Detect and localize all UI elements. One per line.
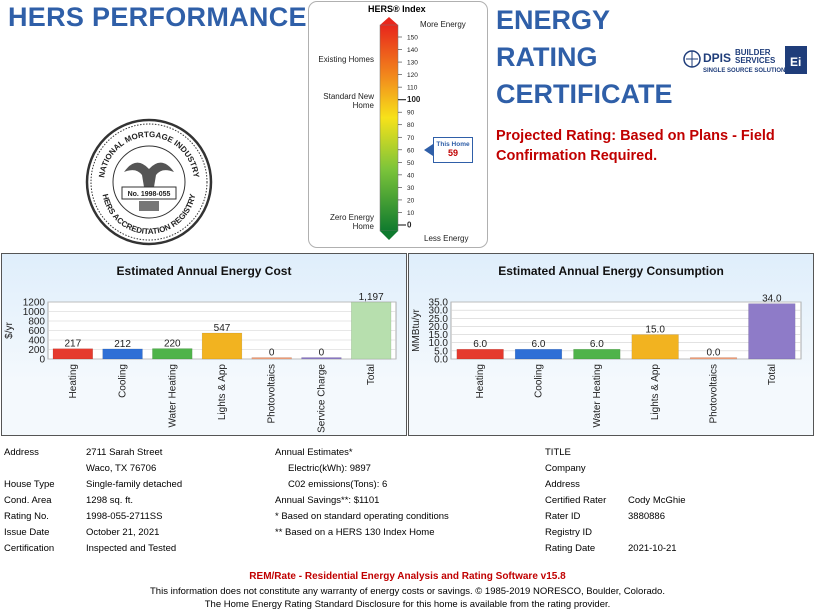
- hers-tick-label: 10: [407, 209, 415, 217]
- dpis-logo: [683, 45, 809, 77]
- energy-cost-chart: [2, 254, 408, 437]
- certificate-title-line-2: RATING: [496, 42, 598, 72]
- less-energy-label: Less Energy: [424, 234, 469, 243]
- this-home-label: This Home: [436, 141, 470, 148]
- bar: [103, 349, 143, 359]
- y-tick-label: 0.0: [434, 354, 448, 366]
- rater-id-label: Rater ID: [545, 511, 581, 522]
- category-label: Total: [766, 364, 778, 386]
- info-label: Cond. Area: [4, 495, 52, 506]
- category-label: Cooling: [117, 364, 129, 398]
- hers-index-title: HERS® Index: [368, 4, 426, 14]
- certificate-title-line-3: CERTIFICATE: [496, 79, 673, 109]
- seal-house-icon: [139, 201, 159, 211]
- hers-tick-label: 140: [407, 47, 418, 55]
- info-right-values: [628, 445, 748, 557]
- category-label: Lights & App: [650, 364, 662, 421]
- y-tick-label: 600: [28, 326, 45, 337]
- bar: [351, 302, 391, 359]
- annual-savings: Annual Savings**: $1101: [275, 495, 380, 506]
- bar-value-label: 34.0: [762, 293, 782, 305]
- bar: [457, 349, 504, 359]
- bar-value-label: 0.0: [706, 347, 721, 359]
- category-label: Heating: [67, 364, 79, 399]
- rating-date-label: Rating Date: [545, 543, 596, 554]
- hers-tick-label: 30: [407, 184, 415, 192]
- category-label: Photovoltaics: [708, 364, 720, 424]
- projected-rating-notice: Projected Rating: Based on Plans - Field Confirmation Required.: [496, 128, 775, 164]
- cond-area-value: 1298 sq. ft.: [86, 495, 134, 506]
- accreditation-seal: [84, 117, 214, 247]
- bar-value-label: 0: [268, 347, 275, 359]
- y-tick-label: 10.0: [428, 338, 448, 350]
- bar-value-label: 6.0: [531, 339, 546, 351]
- issue-date-value: October 21, 2021: [86, 527, 160, 538]
- this-home-pointer-icon: [424, 144, 433, 156]
- this-home-value: 59: [447, 148, 458, 158]
- hers-tick-label: 130: [407, 59, 418, 67]
- y-tick-label: 800: [28, 316, 45, 328]
- hers-gradient-bar: [380, 25, 398, 231]
- rater-address-label: Address: [545, 479, 580, 490]
- hers-tick-label: 120: [407, 72, 418, 80]
- company-value: [628, 461, 748, 477]
- y-tick-label: 20.0: [428, 321, 448, 333]
- energy-cost-panel: [1, 253, 407, 436]
- y-tick-label: 400: [28, 335, 45, 347]
- info-label: Issue Date: [4, 527, 50, 538]
- hers-tick-label: 60: [407, 147, 415, 155]
- registry-id-label: Registry ID: [545, 527, 592, 538]
- bar: [515, 349, 562, 359]
- hers-tick-label: 0: [407, 220, 412, 230]
- logo-line1: BUILDER: [735, 48, 771, 57]
- hers-tick-label: 70: [407, 134, 415, 142]
- bar: [202, 333, 242, 359]
- rater-id-value: 3880886: [628, 511, 665, 522]
- annual-estimates-heading: Annual Estimates*: [275, 447, 353, 458]
- logo-line2: SERVICES: [735, 56, 776, 65]
- certified-rater-label: Certified Rater: [545, 495, 607, 506]
- info-label: Address: [4, 447, 39, 458]
- certificate-title-line-1: ENERGY: [496, 5, 611, 35]
- category-label: Cooling: [533, 364, 545, 398]
- hers-top-arrow-icon: [380, 17, 398, 25]
- estimate-note-2: ** Based on a HERS 130 Index Home: [275, 527, 435, 538]
- certified-rater-value: Cody McGhie: [628, 495, 686, 506]
- disclosure-note: The Home Energy Rating Standard Disclosure for this home is available from the rating provider.: [204, 599, 611, 610]
- info-label: Rating No.: [4, 511, 49, 522]
- y-tick-label: 5.0: [434, 346, 448, 358]
- y-tick-label: 1200: [22, 297, 45, 309]
- category-label: Lights & App: [217, 364, 228, 421]
- hers-scale-ticks: [398, 35, 421, 230]
- y-tick-label: 30.0: [428, 305, 448, 317]
- hers-tick-label: 20: [407, 197, 415, 205]
- y-tick-label: 25.0: [428, 313, 448, 325]
- registry-id-value: [628, 525, 748, 541]
- info-left-labels: [4, 445, 84, 557]
- bar-value-label: 220: [163, 338, 181, 350]
- hers-tick-label: 100: [407, 95, 421, 105]
- hers-tick-label: 50: [407, 159, 415, 167]
- estimate-note-1: * Based on standard operating conditions: [275, 511, 449, 522]
- info-left-values: [86, 445, 266, 557]
- energy-consumption-chart: [409, 254, 815, 437]
- house-type-value: Single-family detached: [86, 479, 183, 490]
- energy-consumption-panel: [408, 253, 814, 436]
- category-label: Water Heating: [167, 364, 179, 428]
- seal-number: No. 1998-055: [127, 191, 171, 198]
- standard-new-home-label: Standard New Home: [323, 92, 374, 110]
- bar-value-label: 6.0: [589, 339, 604, 351]
- software-credit: REM/Rate - Residential Energy Analysis and Rating Software v15.8: [249, 571, 566, 582]
- seal-top-text: NATIONAL MORTGAGE INDUSTRY: [97, 129, 201, 179]
- hers-tick-label: 80: [407, 122, 415, 130]
- y-tick-label: 35.0: [428, 297, 448, 309]
- hers-tick-label: 90: [407, 109, 415, 117]
- info-label: Certification: [4, 543, 55, 554]
- rater-title-label: TITLE: [545, 447, 571, 458]
- info-label: [4, 461, 84, 477]
- rating-date-value: 2021-10-21: [628, 543, 677, 554]
- category-label: Service Charge: [316, 364, 328, 433]
- y-tick-label: 1000: [22, 307, 45, 318]
- hers-tick-label: 110: [407, 84, 418, 92]
- category-label: Water Heating: [591, 364, 603, 428]
- bar-value-label: 15.0: [645, 324, 665, 336]
- bar-value-label: 547: [213, 323, 231, 335]
- logo-badge-text: Ei: [790, 55, 802, 69]
- category-label: Total: [366, 364, 378, 386]
- energy-consumption-title: Estimated Annual Energy Consumption: [498, 264, 724, 278]
- certification-value: Inspected and Tested: [86, 543, 177, 554]
- address-line-1: 2711 Sarah Street: [86, 447, 163, 458]
- y-axis-label: MMBtu/yr: [411, 309, 422, 352]
- hers-tick-label: 150: [407, 34, 418, 42]
- y-axis-label: $/yr: [4, 322, 15, 339]
- bar: [53, 349, 93, 359]
- annual-estimates: [275, 445, 535, 541]
- y-tick-label: 200: [28, 345, 45, 356]
- logo-globe-lines: [686, 51, 698, 67]
- bar: [574, 349, 621, 359]
- hers-tick-label: 40: [407, 172, 415, 180]
- logo-tagline: SINGLE SOURCE SOLUTION: [703, 68, 786, 74]
- warranty-disclaimer: This information does not constitute any warranty of energy costs or savings. © 1985-2019 NORESCO, Boulder, Colorado.: [150, 586, 665, 597]
- existing-homes-label: Existing Homes: [318, 55, 374, 64]
- rating-number-value: 1998-055-2711SS: [86, 511, 163, 522]
- bar-value-label: 6.0: [473, 339, 488, 351]
- certificate-title: [496, 2, 673, 113]
- electric-estimate: Electric(kWh): 9897: [288, 463, 371, 474]
- y-tick-label: 0: [39, 354, 45, 366]
- y-tick-label: 15.0: [428, 330, 448, 342]
- hers-performance-title: HERS PERFORMANCE: [8, 2, 307, 32]
- hers-index-scale: [370, 17, 430, 247]
- address-line-2: Waco, TX 76706: [86, 463, 157, 474]
- more-energy-label: More Energy: [420, 20, 466, 29]
- zero-energy-home-label: Zero Energy Home: [329, 213, 374, 231]
- category-label: Photovoltaics: [266, 364, 278, 424]
- bar-value-label: 1,197: [358, 292, 384, 304]
- this-home-marker: [433, 137, 473, 163]
- co2-estimate: C02 emissions(Tons): 6: [288, 479, 388, 490]
- seal-bottom-text: HERS ACCREDITATION REGISTRY: [100, 193, 198, 237]
- info-label: House Type: [4, 479, 55, 490]
- info-right-labels: [545, 445, 627, 557]
- hers-bottom-arrow-icon: [380, 231, 398, 240]
- bar: [152, 349, 192, 359]
- energy-cost-title: Estimated Annual Energy Cost: [116, 264, 292, 278]
- bar-value-label: 212: [114, 338, 131, 350]
- bar-value-label: 0: [318, 347, 325, 359]
- bar: [632, 335, 679, 359]
- category-label: Heating: [475, 364, 487, 399]
- bar: [749, 304, 796, 359]
- bar-value-label: 217: [64, 338, 82, 350]
- company-label: Company: [545, 463, 586, 474]
- rater-address-value: [628, 477, 748, 493]
- logo-name: DPIS: [703, 51, 732, 65]
- rater-title-value: [628, 445, 748, 461]
